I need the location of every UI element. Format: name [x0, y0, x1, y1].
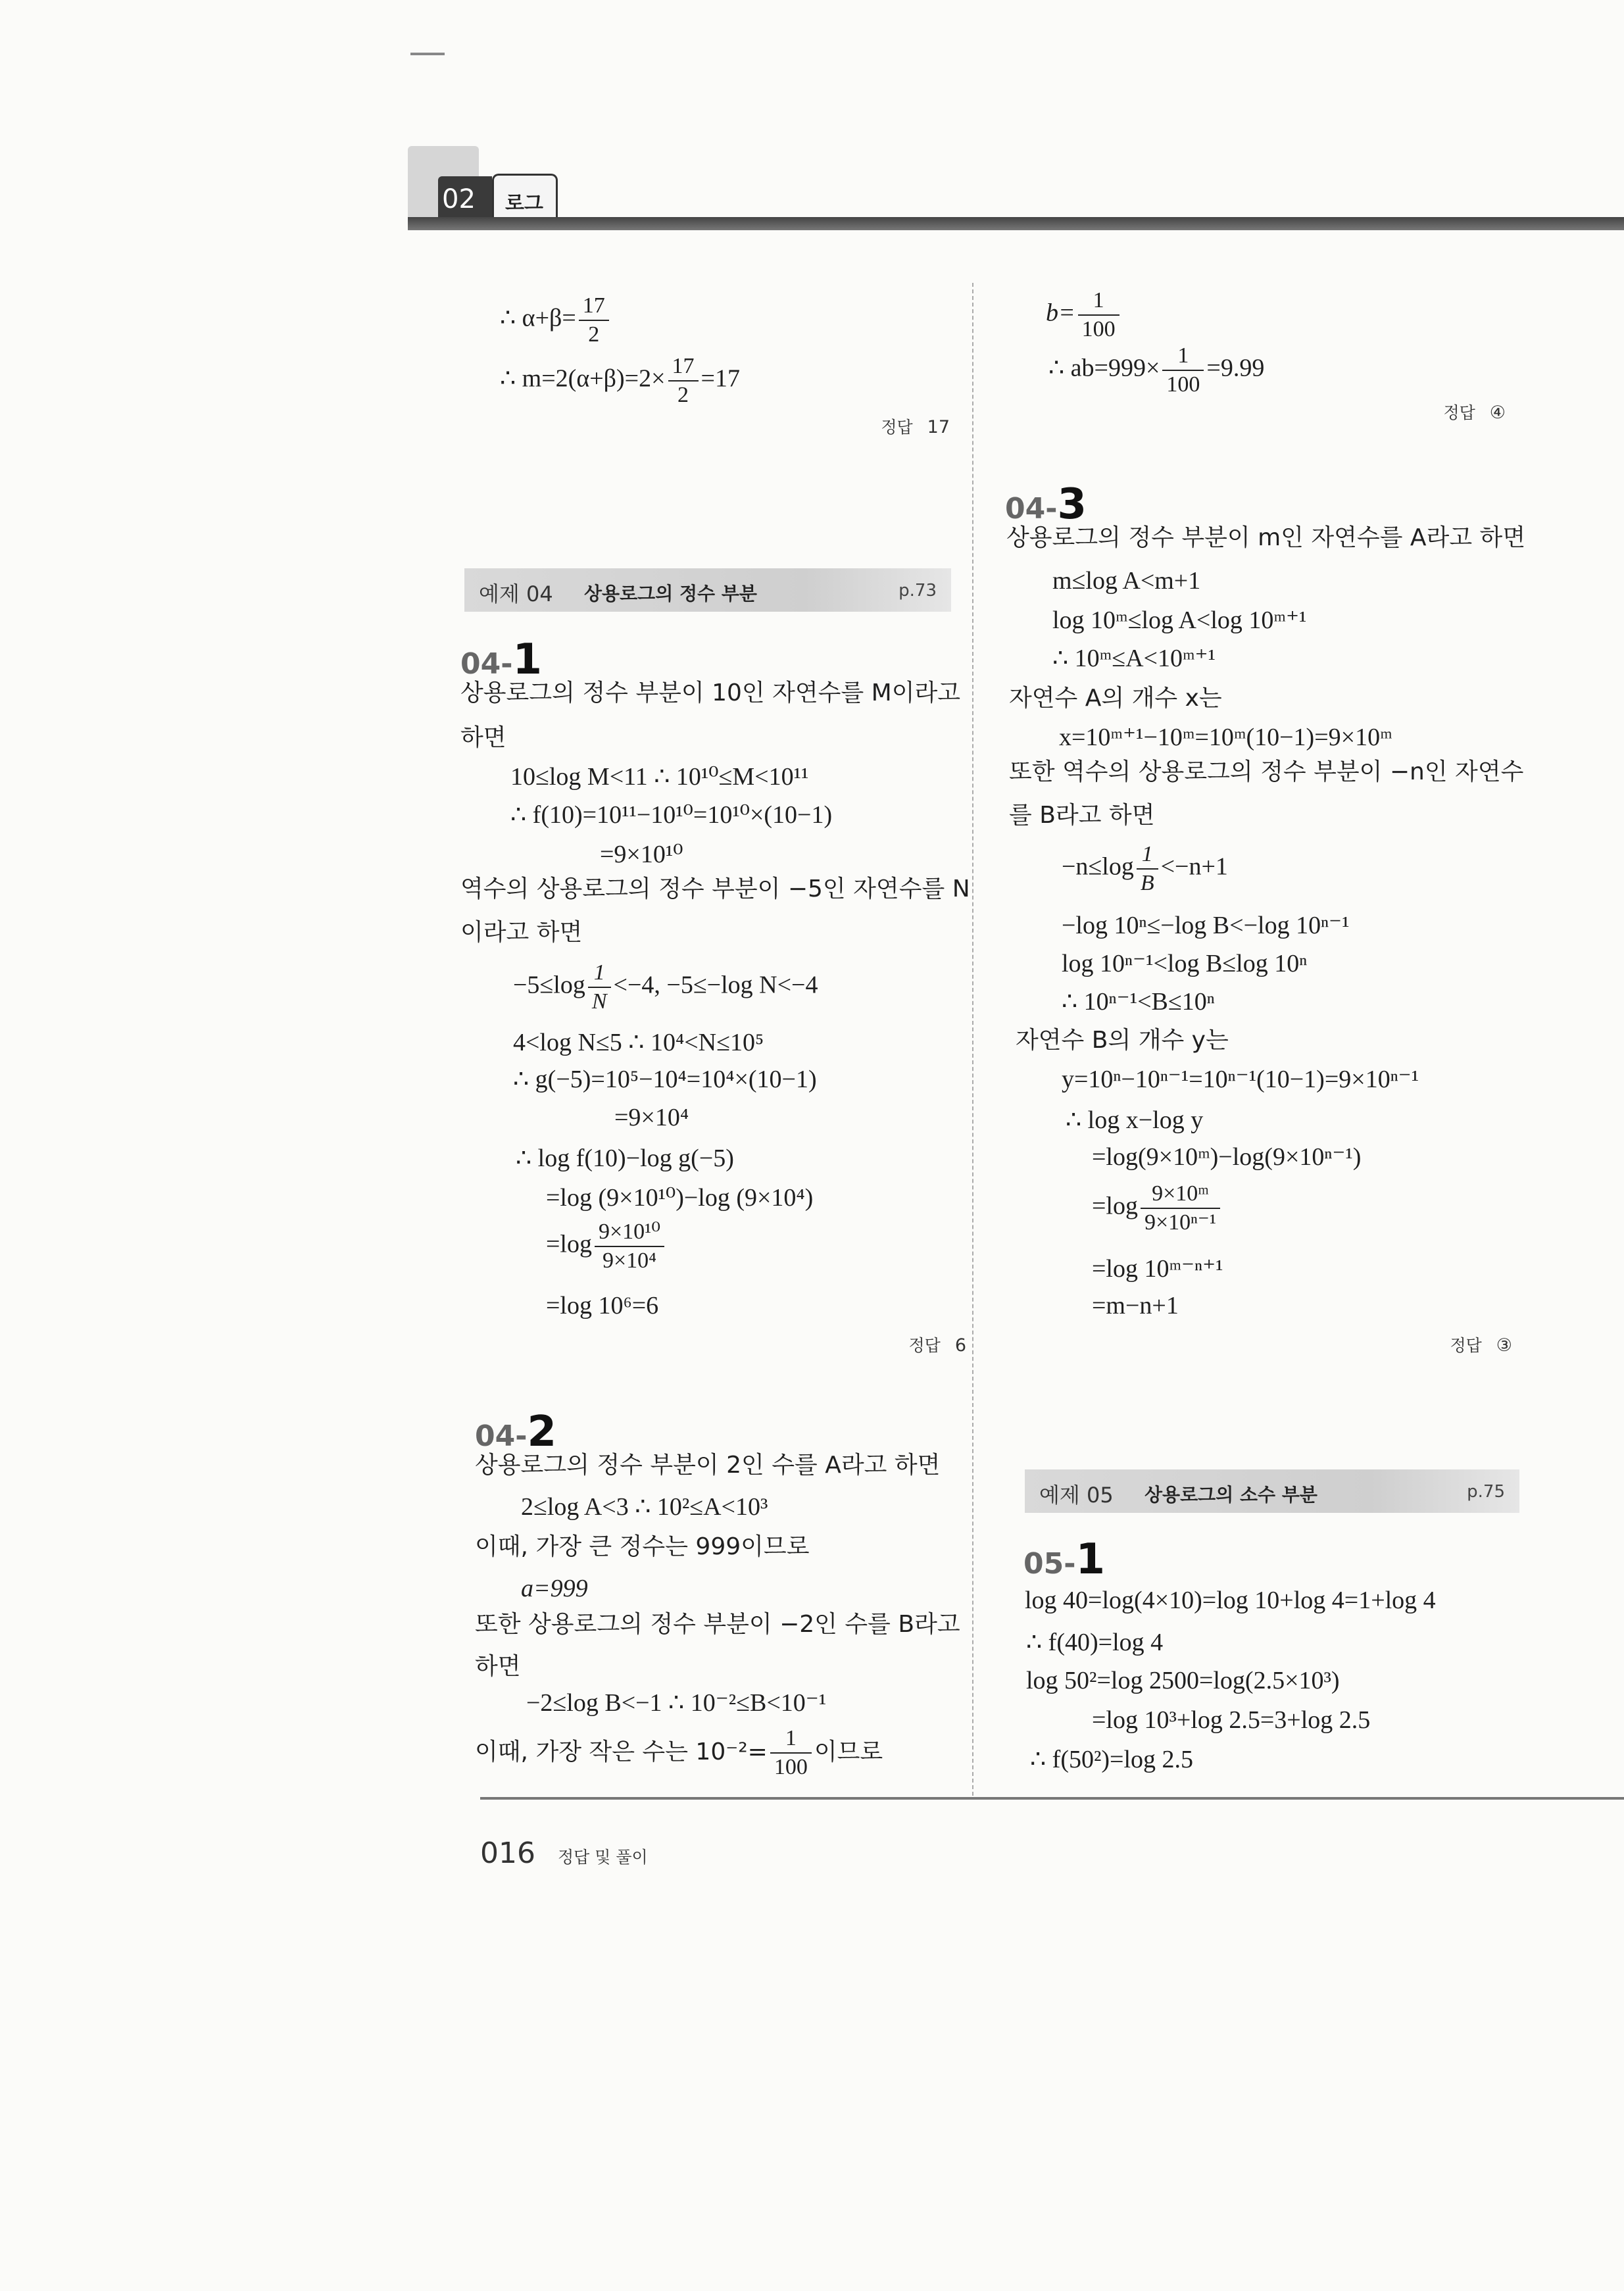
p043-text4: 를 B라고 하면 [1009, 802, 1155, 829]
footer-book-label: 정답 및 풀이 [558, 1848, 648, 1867]
p042-text1: 상용로그의 정수 부분이 2인 수를 A라고 하면 [475, 1452, 941, 1479]
example-04-banner: 예제 04 상용로그의 정수 부분 p.73 [464, 568, 951, 612]
p041-m5: 4<log N≤5 ∴ 10⁴<N≤10⁵ [513, 1029, 764, 1056]
p041-m3: =9×10¹⁰ [600, 841, 683, 868]
chapter-title: 로그 [505, 192, 543, 215]
p043-m9: y=10ⁿ−10ⁿ⁻¹=10ⁿ⁻¹(10−1)=9×10ⁿ⁻¹ [1062, 1066, 1419, 1093]
p043-text1: 상용로그의 정수 부분이 m인 자연수를 A라고 하면 [1006, 524, 1526, 551]
p043-m4: x=10ᵐ⁺¹−10ᵐ=10ᵐ(10−1)=9×10ᵐ [1059, 724, 1392, 751]
p041-m2: ∴ f(10)=10¹¹−10¹⁰=10¹⁰×(10−1) [510, 801, 833, 829]
left-top-line2: ∴ m=2(α+β)=2× $\frac{17}{2}$ =17 [500, 354, 740, 407]
answer-label-04-3: 정답 ③ [1450, 1335, 1512, 1356]
p051-m5: ∴ f(50²)=log 2.5 [1030, 1746, 1194, 1773]
p041-m9: =log (9×10¹⁰)−log (9×10⁴) [546, 1184, 814, 1212]
problem-04-2-heading: 04-2 [475, 1408, 557, 1456]
p041-text3: 역수의 상용로그의 정수 부분이 −5인 자연수를 N [460, 875, 970, 902]
p041-m1: 10≤log M<11 ∴ 10¹⁰≤M<10¹¹ [510, 763, 809, 791]
page-number: 016 [480, 1836, 535, 1870]
p043-m1: m≤log A<m+1 [1052, 567, 1201, 595]
p043-m11: =log(9×10ᵐ)−log(9×10ⁿ⁻¹) [1092, 1143, 1362, 1171]
p043-text5: 자연수 B의 개수 y는 [1016, 1027, 1229, 1054]
header-rule [408, 217, 1624, 230]
p051-m3: log 50²=log 2500=log(2.5×10³) [1026, 1667, 1340, 1694]
chapter-header [408, 146, 1624, 232]
p042-text5: 이때, 가장 작은 수는 10⁻²= $\frac{1}{100}$ 이므로 [475, 1726, 883, 1779]
p041-text2: 하면 [460, 724, 506, 751]
scan-mark [410, 53, 445, 55]
p043-m8: ∴ 10ⁿ⁻¹<B≤10ⁿ [1062, 988, 1215, 1016]
column-divider [972, 283, 973, 1796]
p042-text2: 이때, 가장 큰 정수는 999이므로 [475, 1533, 810, 1560]
p043-m14: =m−n+1 [1092, 1292, 1179, 1319]
p041-m10: =log $\frac{\text{9×10¹⁰}}{\text{9×10⁴}}$ [546, 1221, 667, 1272]
p051-m4: =log 10³+log 2.5=3+log 2.5 [1092, 1706, 1371, 1734]
answer-label-top-right: 정답 ④ [1443, 403, 1506, 423]
p041-text4: 이라고 하면 [460, 919, 583, 946]
chapter-number: 02 [442, 184, 476, 214]
p041-m8: ∴ log f(10)−log g(−5) [516, 1145, 734, 1172]
right-top-m2: ∴ ab=999× $\frac{1}{100}$ =9.99 [1048, 343, 1265, 397]
problem-04-1-heading: 04-1 [460, 635, 543, 684]
footer-rule [480, 1797, 1624, 1800]
p043-m7: log 10ⁿ⁻¹<log B≤log 10ⁿ [1062, 950, 1308, 977]
problem-04-3-heading: 04-3 [1005, 480, 1087, 529]
p043-text2: 자연수 A의 개수 x는 [1009, 685, 1222, 712]
p043-m10: ∴ log x−log y [1066, 1106, 1204, 1134]
p043-m5: −n≤log $\frac{1}{B}$ <−n+1 [1062, 842, 1228, 895]
answer-label-04-1: 정답 6 [908, 1335, 966, 1356]
p042-m3: −2≤log B<−1 ∴ 10⁻²≤B<10⁻¹ [526, 1689, 827, 1717]
answer-label-top-left: 정답 17 [881, 417, 950, 437]
p042-m2: a=999 [521, 1575, 588, 1602]
p041-m4: −5≤log $\frac{1}{N}$ <−4, −5≤−log N<−4 [513, 960, 818, 1014]
p042-text3: 또한 상용로그의 정수 부분이 −2인 수를 B라고 [475, 1611, 960, 1638]
p042-text4: 하면 [475, 1653, 521, 1680]
p042-m1: 2≤log A<3 ∴ 10²≤A<10³ [521, 1493, 768, 1521]
right-top-m1: b= $\frac{1}{100}$ [1046, 289, 1122, 341]
problem-05-1-heading: 05-1 [1023, 1535, 1106, 1584]
p041-text1: 상용로그의 정수 부분이 10인 자연수를 M이라고 [460, 679, 961, 706]
p043-m13: =log 10ᵐ⁻ⁿ⁺¹ [1092, 1255, 1223, 1283]
p043-m12: =log $\frac{\text{9×10ᵐ}}{\text{9×10ⁿ⁻¹}}$ [1092, 1183, 1223, 1234]
p043-m2: log 10ᵐ≤log A<log 10ᵐ⁺¹ [1052, 606, 1307, 634]
left-top-line1: ∴ α+β= $\frac{17}{2}$ [500, 295, 612, 346]
p043-m6: −log 10ⁿ≤−log B<−log 10ⁿ⁻¹ [1062, 912, 1350, 939]
p051-m2: ∴ f(40)=log 4 [1026, 1629, 1164, 1656]
p041-m6: ∴ g(−5)=10⁵−10⁴=10⁴×(10−1) [513, 1066, 817, 1093]
p041-m11: =log 10⁶=6 [546, 1292, 659, 1319]
p051-m1: log 40=log(4×10)=log 10+log 4=1+log 4 [1025, 1587, 1436, 1614]
p041-m7: =9×10⁴ [614, 1104, 689, 1131]
p043-text3: 또한 역수의 상용로그의 정수 부분이 −n인 자연수 [1009, 758, 1524, 785]
p043-m3: ∴ 10ᵐ≤A<10ᵐ⁺¹ [1052, 645, 1216, 672]
example-05-banner: 예제 05 상용로그의 소수 부분 p.75 [1025, 1469, 1519, 1513]
